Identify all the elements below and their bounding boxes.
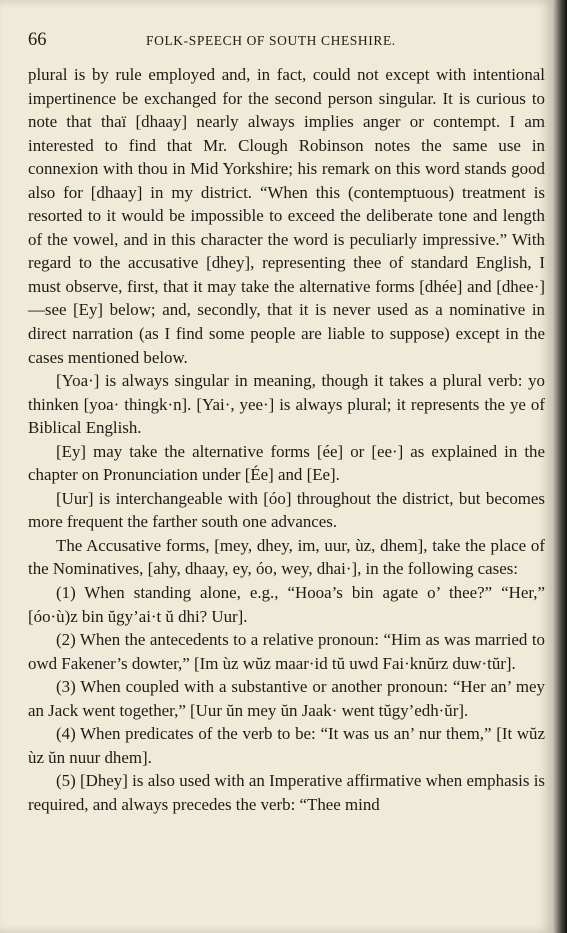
- case-item-5: (5) [Dhey] is also used with an Imperative affirmative when emphasis is required, and always precedes the verb: “Thee mind: [28, 771, 545, 814]
- running-title: FOLK-SPEECH OF SOUTH CHESHIRE.: [146, 33, 396, 48]
- case-item-2: (2) When the antecedents to a relative pronoun: “Him as was married to owd Fakener’s dowter,” [Im ùz wŭz maar·id tŭ uwd Fai·knŭrz duw·tŭr].: [28, 630, 545, 673]
- paragraph-accusative-forms: The Accusative forms, [mey, dhey, im, uur, ùz, dhem], take the place of the Nominatives, [ahy, dhaay, ey, óo, wey, dhai·], in the following cases:: [28, 535, 545, 579]
- paragraph-ey: [Ey] may take the alternative forms [ée] or [ee·] as explained in the chapter on Pronunciation under [Ée] and [Ee].: [28, 441, 545, 485]
- paragraph-uur: [Uur] is interchangeable with [óo] throughout the district, but becomes more frequent the farther south one advances.: [28, 488, 545, 532]
- body-text: [28, 63, 545, 817]
- paragraph-continued: plural is by rule employed and, in fact, could not except with intentional impertinence be exchanged for the second person singular. It is curious to note that thaï [dhaay] nearly always implies anger or contempt. I am interested to find that Mr. Clough Robinson notes the same use in connexion with thou in Mid Yorkshire; his remark on this word stands good also for [dhaay] in my district. “When this (contemptuous) treatment is resorted to it would be impossible to exceed the deliberate tone and length of the vowel, and in this character the word is peculiarly impressive.” With regard to the accusative [dhey], representing thee of standard English, I must observe, first, that it may take the alternative forms [dhée] and [dhee·]—see [Ey] below; and, secondly, that it is never used as a nominative in direct narration (as I find some people are liable to suppose) except in the cases mentioned below.: [28, 65, 545, 367]
- case-item-4: (4) When predicates of the verb to be: “It was us an’ nur them,” [It wŭz ùz ŭn nuur dhem].: [28, 724, 545, 767]
- page-edge-shadow: [553, 0, 567, 933]
- case-item-3: (3) When coupled with a substantive or another pronoun: “Her an’ mey an Jack went together,” [Uur ŭn mey ŭn Jaak· went tŭgy’edh·ŭr].: [28, 677, 545, 720]
- page-header: [28, 30, 525, 54]
- paragraph-yoa: [Yoa·] is always singular in meaning, though it takes a plural verb: yo thinken [yoa· thingk·n]. [Yai·, yee·] is always plural; it represents the ye of Biblical English.: [28, 371, 545, 438]
- case-item-1: (1) When standing alone, e.g., “Hooa’s bin agate o’ thee?” “Her,” [óo·ù)z bin ŭgy’ai·t ŭ dhi? Uur].: [28, 583, 545, 626]
- page-number: 66: [28, 30, 47, 50]
